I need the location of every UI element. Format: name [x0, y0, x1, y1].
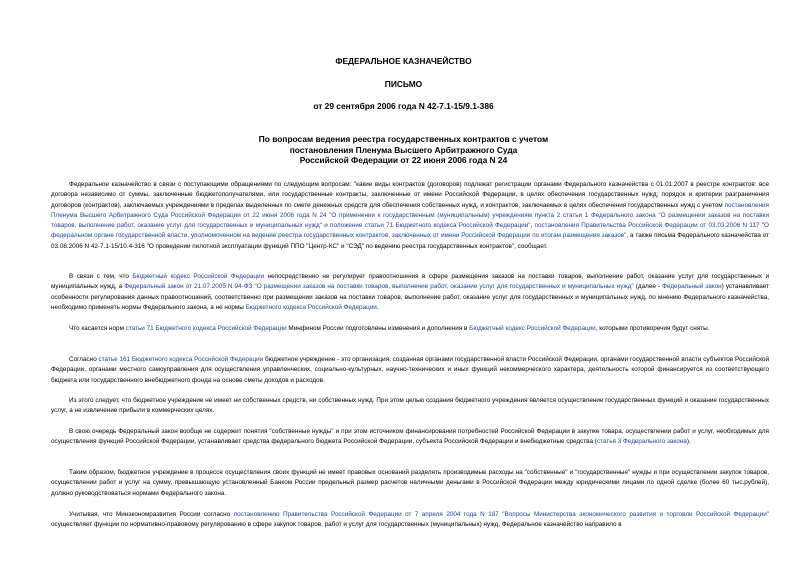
- organization-name: ФЕДЕРАЛЬНОЕ КАЗНАЧЕЙСТВО: [335, 56, 472, 66]
- paragraph-5: [51, 396, 769, 417]
- paragraph-text: , а также письма Федерального казначейства от 03.08.2006 N 42-7.1-15/10.4-316 "О проведении пилотной эксплуатации функций ППО "Центр-КС" и "СЭД" по ведению реестра государственных контрактов", сообщает.: [51, 232, 769, 250]
- legal-reference-link[interactable]: Бюджетный кодекс Российской Федерации: [132, 273, 265, 280]
- paragraph-text: ) устанавливает особенности регулирования данных правоотношений, соответственно при размещении заказов на поставки товаров, выполнение работ, оказание услуг для государственных и муниципальных нужд, по мнению Федерального казначейства, необходимо применять нормы Федерального закона, а не нормы: [51, 283, 769, 311]
- document-type: ПИСЬМО: [384, 79, 423, 89]
- paragraph-text: В связи с тем, что: [69, 273, 133, 280]
- paragraph-text: .: [376, 303, 379, 311]
- document-title: [0, 134, 807, 166]
- legal-reference-link[interactable]: Бюджетный кодекс Российской Федерации: [469, 325, 596, 332]
- paragraph-text: осуществляет функции по нормативно-правовому регулированию в сфере закупок товаров, работ и услуг для государственных (муниципальных) нужд, Федеральное казначейство направило в: [51, 521, 622, 529]
- paragraph-8: [51, 510, 769, 531]
- paragraph-text: , которыми противоречия будут сняты.: [595, 325, 710, 332]
- title-line-3: Российской Федерации от 22 июня 2006 года N 24: [299, 155, 508, 165]
- paragraph-3: [51, 324, 769, 334]
- document-date-number: от 29 сентября 2006 года N 42-7.1-15/9.1-386: [313, 101, 494, 111]
- paragraph-text: ).: [686, 438, 691, 446]
- paragraph-text: бюджетное учреждение - это организация, созданная органами государственной власти Российской Федерации, органами государственной власти субъектов Российской Федерации, органами местного самоуправления для осуществления управленческих, социально-культурных, научно-технических и иных функций некоммерческого характера, деятельность которой финансируется из соответствующего бюджета или государственного внебюджетного фонда на основе сметы доходов и расходов.: [51, 356, 769, 384]
- legal-reference-link[interactable]: постановления Правительства Российской Федерации от 03.03.2006 N 117 "О федеральном органе государственной власти, уполномоченном на ведение реестра государственных контрактов, заключенных от имени Российской Федерации по итогам размещения заказов": [51, 222, 769, 240]
- paragraph-text: Таким образом, бюджетное учреждение в процессе осуществления своих функций не имеет правовых оснований разделять производимые расходы на "собственные" и "государственные" нужды и при осуществлении закупок товаров, осуществлении работ и услуг на сумму, превышающую установленный Банком России предельный размер расчетов наличными деньгами в Российской Федерации между юридическими лицами по одной сделке (более 60 тыс.рублей), должно руководствоваться нормами Федерального закона.: [51, 469, 769, 497]
- legal-reference-link[interactable]: статьи 71 Бюджетного кодекса Российской Федерации: [125, 325, 287, 332]
- paragraph-text: Федеральное казначейство в связи с поступающими обращениями по следующим вопросам: "какие виды контрактов (договоров) подлежат регистрации органами Федерального казначейства с 01.01.2007 в реестре контрактов: все договора независимо от суммы, заключенные бюджетополучателями, или государственные контракты, заключенные от имени Российской Федерации, в целях обеспечения государственных нужд; порядок и критерии разграничения договоров (контрактов), заключаемых учреждениями в пределах выделенных по смете денежных средств для обеспечения собственных нужд, и контрактов, заключаемых в целях обеспечения государственных нужд с учетом: [51, 181, 769, 209]
- paragraph-6: [51, 427, 769, 448]
- legal-reference-link[interactable]: постановления Пленума Высшего Арбитражного Суда Российской Федерации от 22 июня 2006 года N 24 "О применении к государственным (муниципальным) учреждениям пункта 2 статьи 1 Федерального закона "О размещении заказов на поставки товаров, выполнение работ, оказание услуг для государственных и муниципальных нужд" и положение статьи 71 Бюджетного кодекса Российской Федерации": [51, 201, 769, 230]
- paragraph-text: непосредственно не регулирует правоотношения в сфере размещения заказов на поставки товаров, выполнение работ, оказание услуг для государственных и муниципальных нужд, а: [51, 273, 769, 291]
- title-line-1: По вопросам ведения реестра государственных контрактов с учетом: [258, 134, 549, 144]
- legal-reference-link[interactable]: статья 3 Федерального закона: [596, 438, 687, 446]
- paragraph-text: Минфином России подготовлены изменения и дополнения в: [286, 325, 470, 332]
- paragraph-2: [51, 272, 769, 313]
- title-line-2: постановления Пленума Высшего Арбитражного Суда: [289, 144, 518, 155]
- paragraph-text: Из этого следует, что бюджетное учреждение не имеет ни собственных средств, ни собственных нужд. При этом целью создания бюджетного учреждения является осуществление государственных функций и оказание государственных услуг, а не извлечение прибыли в коммерческих целях.: [51, 397, 769, 415]
- legal-reference-link[interactable]: Бюджетного кодекса Российской Федерации: [245, 303, 377, 311]
- paragraph-7: [51, 468, 769, 499]
- legal-reference-link[interactable]: статье 161 Бюджетного кодекса Российской Федерации: [98, 356, 264, 363]
- paragraph-text: (далее -: [633, 283, 663, 291]
- paragraph-text: Учитывая, что Минэкономразвития России согласно: [69, 511, 234, 518]
- legal-reference-link[interactable]: Федеральный закон от 21.07.2005 N 94-ФЗ "О размещении заказов на поставки товаров, выполнение работ, оказание услуг для государственных и муниципальных нужд": [124, 283, 634, 291]
- paragraph-text: ,: [530, 222, 535, 230]
- paragraph-text: Согласно: [69, 356, 99, 363]
- paragraph-text: В свою очередь Федеральный закон вообще не содержит понятия "собственные нужды" и при этом источником финансирования потребностей Российской Федерации в закупке товара, осуществлении работ и услуг, необходимых для осуществления функций Российской Федерации, устанавливает средства федерального бюджета Российской Федерации, субъекта Российской Федерации и внебюджетные средства (: [51, 428, 769, 446]
- paragraph-4: [51, 355, 769, 386]
- paragraph-text: Что касается норм: [69, 325, 126, 332]
- legal-reference-link[interactable]: постановлению Правительства Российской Федерации от 7 апреля 2004 года N 187 "Вопросы Министерства экономического развития и торговли Российской Федерации": [233, 511, 769, 518]
- legal-reference-link[interactable]: Федеральный закон: [662, 283, 722, 291]
- paragraph-1: [51, 180, 769, 252]
